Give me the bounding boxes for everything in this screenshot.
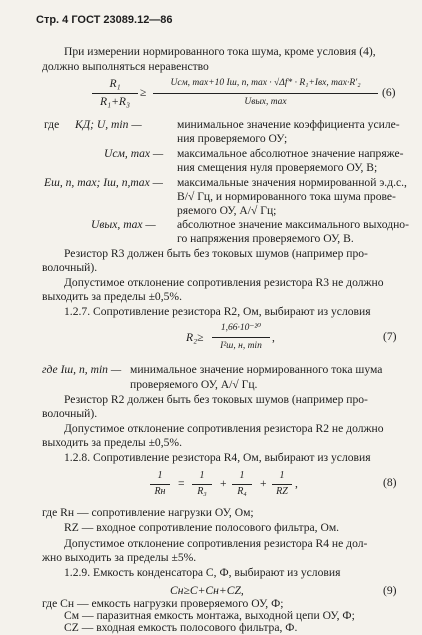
intro-line-1: При измерении нормированного тока шума, кроме условия (4), xyxy=(64,45,376,58)
eq8-f1-bar xyxy=(150,484,170,485)
para-r2-line-1: Резистор R2 должен быть без токовых шумов (например про- xyxy=(64,393,368,406)
def7-symbol: где Iш, n, min — xyxy=(42,363,122,376)
eq8-op2: + xyxy=(220,477,227,490)
eq8-f2-den: R₃ xyxy=(197,486,207,497)
def-eш-symbol: Eш, n, max; Iш, n,max — xyxy=(44,176,163,189)
eq8-f2-bar xyxy=(192,484,212,485)
eq6-operator: ≥ xyxy=(140,86,147,99)
eq7-denominator: I²ш, н, min xyxy=(220,341,262,351)
def-eш-desc-1: максимальные значения нормированной э.д.с., xyxy=(177,176,407,189)
eq6-lhs-fraction-bar xyxy=(92,93,138,94)
def-ucm-desc-1: максимальное абсолютное значение напряже- xyxy=(177,147,404,160)
where-label: где xyxy=(44,118,60,131)
eq9-number: (9) xyxy=(383,584,397,597)
eq7-fraction-bar xyxy=(212,337,270,338)
eq7-numerator: 1,66·10⁻²⁰ xyxy=(220,323,262,333)
eq8-op3: + xyxy=(260,477,267,490)
para-r4-line-1: Допустимое отклонение сопротивления резистора R4 не дол- xyxy=(64,537,368,550)
eq8-f4-bar xyxy=(272,484,292,485)
eq8-f3-num: 1 xyxy=(239,470,245,481)
def-kd-desc-1: минимальное значение коэффициента усиле- xyxy=(177,118,400,131)
eq9-expression: Cн≥C+Cн+CZ, xyxy=(170,584,244,597)
eq8-f2-num: 1 xyxy=(199,470,205,481)
section-1-2-7: 1.2.7. Сопротивление резистора R2, Ом, выбирают из условия xyxy=(64,305,371,318)
eq7-comma: , xyxy=(272,331,275,344)
def-kd-desc-2: ния проверяемого ОУ; xyxy=(177,132,288,145)
para-r3-line-3: Допустимое отклонение сопротивления резистора R3 не должно xyxy=(64,276,384,289)
def8-line-2: RZ — входное сопротивление полосового фильтра, Ом. xyxy=(64,521,340,534)
def9-line-1: где Cн — емкость нагрузки проверяемого ОУ, Ф; xyxy=(42,597,284,610)
eq8-f3-den: R₄ xyxy=(237,486,247,497)
def-eш-desc-3: ряемого ОУ, А/√ Гц; xyxy=(177,204,277,217)
eq6-rhs-numerator: Uсм, max+10 Iш, n, max · √Δf* · R₁+Iвх, max·R′₂ xyxy=(170,78,361,88)
def7-desc-1: минимальное значение нормированного тока шума xyxy=(130,363,383,376)
section-1-2-8: 1.2.8. Сопротивление резистора R4, Ом, выбирают из условия xyxy=(64,451,371,464)
para-r2-line-4: выходить за пределы ±0,5%. xyxy=(42,436,182,449)
eq8-number: (8) xyxy=(383,476,397,489)
eq8-comma: , xyxy=(295,477,298,490)
def-kd-symbol: KД; U, min — xyxy=(75,118,142,131)
eq8-f4-den: RZ xyxy=(276,486,288,497)
eq6-lhs-denominator: R₁+R₃ xyxy=(99,95,131,108)
para-r3-line-2: волочный). xyxy=(42,261,98,274)
eq8-f4-num: 1 xyxy=(279,470,285,481)
def8-line-1: где Rн — сопротивление нагрузки ОУ, Ом; xyxy=(42,506,254,519)
def9-line-2: Cм — паразитная емкость монтажа, выходной цепи ОУ, Ф; xyxy=(64,609,355,622)
page-header: Стр. 4 ГОСТ 23089.12—86 xyxy=(36,14,173,26)
eq8-f1-num: 1 xyxy=(157,470,163,481)
para-r4-line-2: жно выходить за пределы ±5%. xyxy=(42,551,197,564)
def-uвых-symbol: Uвых, max — xyxy=(91,218,156,231)
eq8-op1: = xyxy=(178,477,185,490)
eq6-number: (6) xyxy=(382,86,396,99)
def7-desc-2: проверяемого ОУ, А/√ Гц. xyxy=(130,378,258,391)
eq8-f1-den: Rн xyxy=(154,486,166,497)
def-ucm-symbol: Uсм, max — xyxy=(104,147,164,160)
para-r3-line-4: выходить за пределы ±0,5%. xyxy=(42,290,182,303)
eq6-rhs-fraction-bar xyxy=(153,93,378,94)
def-ucm-desc-2: ния смещения нуля проверяемого ОУ, В; xyxy=(177,161,378,174)
eq6-rhs-denominator: Uвых, max xyxy=(244,97,287,107)
def-eш-desc-2: В/√ Гц, и нормированного тока шума прове- xyxy=(177,190,396,203)
eq8-f3-bar xyxy=(232,484,252,485)
eq7-number: (7) xyxy=(383,330,397,343)
para-r2-line-2: волочный). xyxy=(42,407,98,420)
para-r3-line-1: Резистор R3 должен быть без токовых шумов (например про- xyxy=(64,247,368,260)
def-uвых-desc-1: абсолютное значение максимального выходно- xyxy=(177,218,409,231)
eq7-lhs: R₂≥ xyxy=(186,331,204,344)
intro-line-2: должно выполняться неравенство xyxy=(42,60,209,73)
def9-line-3: CZ — входная емкость полосового фильтра, Ф. xyxy=(64,621,298,634)
def-uвых-desc-2: го напряжения проверяемого ОУ, В. xyxy=(177,232,354,245)
para-r2-line-3: Допустимое отклонение сопротивления резистора R2 не должно xyxy=(64,422,384,435)
eq6-lhs-numerator: R₁ xyxy=(109,77,121,90)
section-1-2-9: 1.2.9. Емкость конденсатора С, Ф, выбирают из условия xyxy=(64,566,341,579)
